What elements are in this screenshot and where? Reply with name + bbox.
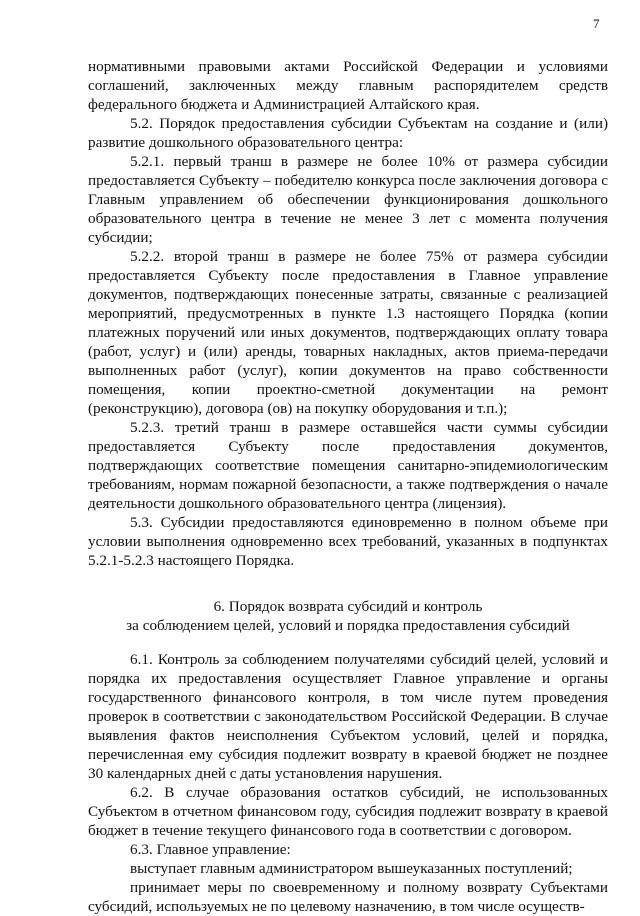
paragraph-5-3: 5.3. Субсидии предоставляются единовременно в полном объеме при условии выполнения одновременно всех требований, указанных в подпунктах 5.2.1-5.2.3 настоящего Порядка. [88,514,608,569]
document-body [88,57,608,916]
paragraph-6-2: 6.2. В случае образования остатков субсидий, не использованных Субъектом в отчетном финансовом году, субсидия подлежит возврату в краевой бюджет в течение текущего финансового года в соответствии с договором. [88,784,608,839]
paragraph-5-2-2: 5.2.2. второй транш в размере не более 75% от размера субсидии предоставляется Субъекту после предоставления в Главное управление документов, подтверждающих понесенные затраты, связанные с реализацией мероприятий, предусмотренных в пункте 1.3 настоящего Порядка (копии платежных поручений или иных документов, подтверждающих оплату товара (работ, услуг) и (или) аренды, товарных накладных, актов приема-передачи выполненных работ (услуг), копии документов на право собственности помещения, копии проектно-сметной документации на ремонт (реконструкцию), договора (ов) на покупку оборудования и т.п.); [88,248,608,417]
section-6-heading-line2: за соблюдением целей, условий и порядка предоставления субсидий [126,617,570,634]
paragraph-5-2-1: 5.2.1. первый транш в размере не более 10% от размера субсидии предоставляется Субъекту – победителю конкурса после заключения договора с Главным управлением об обеспечении функционирования дошкольного образовательного центра в течение не менее 3 лет с момента получения субсидии; [88,153,608,246]
paragraph-5-2-3: 5.2.3. третий транш в размере оставшейся части суммы субсидии предоставляется Субъекту после предоставления документов, подтверждающих соответствие помещения санитарно-эпидемиологическим требованиям, нормам пожарной безопасности, а также подтверждения о начале деятельности дошкольного образовательного центра (лицензия). [88,419,608,512]
paragraph-6-3-a: выступает главным администратором вышеуказанных поступлений; [130,860,573,877]
page-number: 7 [593,16,600,31]
paragraph-5-2: 5.2. Порядок предоставления субсидии Субъектам на создание и (или) развитие дошкольного образовательного центра: [88,115,608,151]
section-6-heading-line1: 6. Порядок возврата субсидий и контроль [213,598,483,615]
paragraph-6-3: 6.3. Главное управление: [130,841,291,858]
paragraph-continuation: нормативными правовыми актами Российской Федерации и условиями соглашений, заключенных между главным распорядителем средств федерального бюджета и Администрацией Алтайского края. [88,58,608,113]
section-6-heading [88,597,608,635]
paragraph-6-3-b: принимает меры по своевременному и полному возврату Субъектами субсидий, используемых не по целевому назначению, в том числе осуществ- [88,879,608,915]
paragraph-6-1: 6.1. Контроль за соблюдением получателями субсидий целей, условий и порядка их предоставления осуществляет Главное управление и органы государственного финансового контроля, в том числе путем проведения проверок в соответствии с законодательством Российской Федерации. В случае выявления фактов неисполнения Субъектом условий, целей и порядка, перечисленная ему субсидия подлежит возврату в краевой бюджет не позднее 30 календарных дней с даты установления нарушения. [88,651,608,782]
